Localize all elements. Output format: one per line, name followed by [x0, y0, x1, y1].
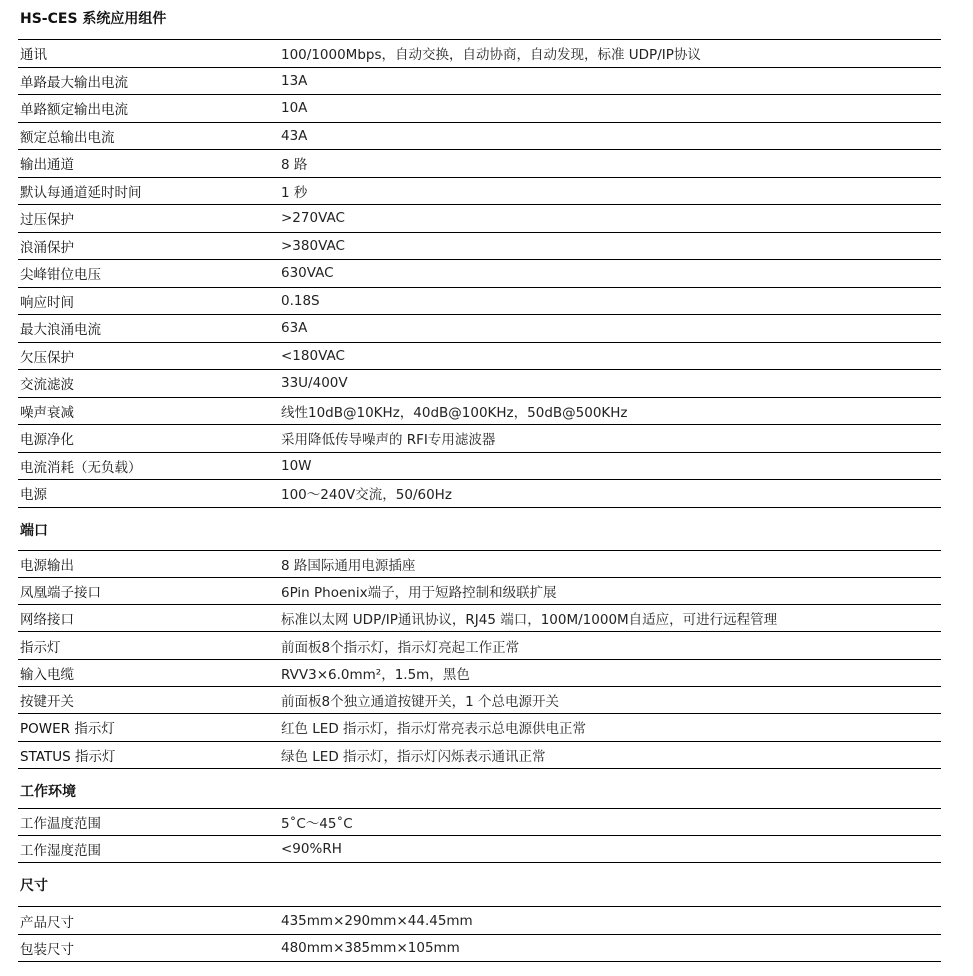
spec-value: 0.18S — [281, 287, 941, 315]
spec-label: 默认每通道延时时间 — [18, 177, 281, 205]
table-row — [18, 287, 941, 315]
table-row — [18, 150, 941, 178]
spec-value: RVV3×6.0mm²，1.5m，黑色 — [281, 659, 941, 686]
spec-value: 480mm×385mm×105mm — [281, 934, 941, 961]
spec-value: 8 路国际通用电源插座 — [281, 551, 941, 578]
spec-label: 过压保护 — [18, 205, 281, 233]
section-ports — [18, 518, 941, 769]
table-row — [18, 632, 941, 659]
spec-value: <90%RH — [281, 836, 941, 863]
spec-value: 绿色 LED 指示灯，指示灯闪烁表示通讯正常 — [281, 741, 941, 768]
spec-value: 6Pin Phoenix端子，用于短路控制和级联扩展 — [281, 577, 941, 604]
table-row — [18, 260, 941, 288]
spec-label: 按键开关 — [18, 686, 281, 713]
table-row — [18, 425, 941, 453]
spec-label: 欠压保护 — [18, 342, 281, 370]
table-row — [18, 836, 941, 863]
section-title: 工作环境 — [18, 779, 941, 809]
spec-value: >380VAC — [281, 232, 941, 260]
spec-label: POWER 指示灯 — [18, 714, 281, 741]
spec-value: <180VAC — [281, 342, 941, 370]
spec-label: 输入电缆 — [18, 659, 281, 686]
spec-value: 线性10dB@10KHz，40dB@100KHz，50dB@500KHz — [281, 397, 941, 425]
spec-value: 红色 LED 指示灯，指示灯常亮表示总电源供电正常 — [281, 714, 941, 741]
spec-value: 100～240V交流，50/60Hz — [281, 480, 941, 508]
table-row — [18, 714, 941, 741]
spec-label: 产品尺寸 — [18, 907, 281, 934]
table-row — [18, 177, 941, 205]
table-row — [18, 551, 941, 578]
spec-value: 标准以太网 UDP/IP通讯协议，RJ45 端口，100M/1000M自适应，可进行远程管理 — [281, 605, 941, 632]
spec-value: 13A — [281, 67, 941, 95]
spec-value: 33U/400V — [281, 370, 941, 398]
table-row — [18, 577, 941, 604]
spec-label: 尖峰钳位电压 — [18, 260, 281, 288]
table-row — [18, 397, 941, 425]
spec-label: 凤凰端子接口 — [18, 577, 281, 604]
spec-label: 指示灯 — [18, 632, 281, 659]
spec-label: 工作温度范围 — [18, 809, 281, 836]
section-dimensions — [18, 873, 941, 962]
spec-table — [18, 551, 941, 769]
section-title: 尺寸 — [18, 873, 941, 907]
spec-label: 电源 — [18, 480, 281, 508]
section-environment — [18, 779, 941, 864]
table-row — [18, 809, 941, 836]
spec-label: 工作湿度范围 — [18, 836, 281, 863]
table-row — [18, 659, 941, 686]
section-title: 端口 — [18, 518, 941, 551]
spec-value: 63A — [281, 315, 941, 343]
spec-value: 10A — [281, 95, 941, 123]
spec-value: 435mm×290mm×44.45mm — [281, 907, 941, 934]
table-row — [18, 741, 941, 768]
spec-value: 采用降低传导噪声的 RFI专用滤波器 — [281, 425, 941, 453]
table-row — [18, 605, 941, 632]
table-row — [18, 342, 941, 370]
spec-value: 前面板8个独立通道按键开关，1 个总电源开关 — [281, 686, 941, 713]
spec-label: 单路额定输出电流 — [18, 95, 281, 123]
table-row — [18, 67, 941, 95]
table-row — [18, 315, 941, 343]
table-row — [18, 232, 941, 260]
spec-value: 630VAC — [281, 260, 941, 288]
spec-label: 电流消耗（无负载） — [18, 452, 281, 480]
table-row — [18, 480, 941, 508]
table-row — [18, 95, 941, 123]
spec-table — [18, 809, 941, 864]
spec-value: >270VAC — [281, 205, 941, 233]
section-system-components — [18, 7, 941, 508]
spec-label: 通讯 — [18, 40, 281, 67]
spec-label: 电源输出 — [18, 551, 281, 578]
section-title: HS-CES 系统应用组件 — [18, 7, 941, 40]
spec-label: 电源净化 — [18, 425, 281, 453]
spec-value: 1 秒 — [281, 177, 941, 205]
spec-label: 输出通道 — [18, 150, 281, 178]
spec-value: 5˚C～45˚C — [281, 809, 941, 836]
table-row — [18, 907, 941, 934]
table-row — [18, 934, 941, 961]
spec-label: 包装尺寸 — [18, 934, 281, 961]
spec-value: 前面板8个指示灯，指示灯亮起工作正常 — [281, 632, 941, 659]
spec-table — [18, 40, 941, 508]
spec-label: 浪涌保护 — [18, 232, 281, 260]
spec-value: 100/1000Mbps，自动交换，自动协商，自动发现，标准 UDP/IP协议 — [281, 40, 941, 67]
spec-value: 8 路 — [281, 150, 941, 178]
spec-table — [18, 907, 941, 962]
spec-label: STATUS 指示灯 — [18, 741, 281, 768]
spec-label: 交流滤波 — [18, 370, 281, 398]
spec-value: 10W — [281, 452, 941, 480]
spec-value: 43A — [281, 122, 941, 150]
table-row — [18, 686, 941, 713]
table-row — [18, 40, 941, 67]
table-row — [18, 205, 941, 233]
spec-label: 网络接口 — [18, 605, 281, 632]
spec-label: 额定总输出电流 — [18, 122, 281, 150]
spec-label: 响应时间 — [18, 287, 281, 315]
table-row — [18, 122, 941, 150]
spec-label: 单路最大输出电流 — [18, 67, 281, 95]
spec-label: 最大浪涌电流 — [18, 315, 281, 343]
table-row — [18, 452, 941, 480]
spec-label: 噪声衰减 — [18, 397, 281, 425]
table-row — [18, 370, 941, 398]
spec-sheet — [18, 0, 941, 962]
